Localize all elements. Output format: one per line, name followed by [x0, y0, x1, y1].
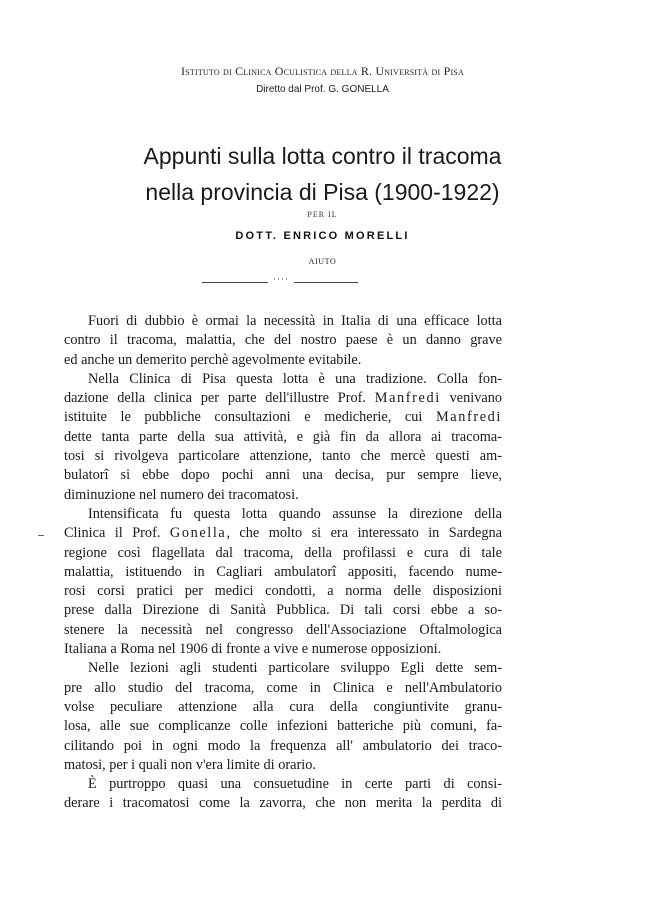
text-line: malattia, istituendo in Cagliari ambulatorî appositi, facendo nume- — [64, 563, 502, 580]
text-line: Intensificata fu questa lotta quando assunse la direzione della — [88, 505, 502, 522]
text-fragment: , che molto si era interessato in Sardegna — [226, 525, 502, 542]
text-line: prese dalla Direzione di Sanità Pubblica. Di tali corsi ebbe a so- — [64, 602, 502, 619]
text-line: Nella Clinica di Pisa questa lotta è una tradizione. Colla fon- — [88, 370, 502, 387]
person-name: Manfredi — [374, 390, 441, 407]
text-fragment: venivano — [440, 390, 502, 407]
author-role: AIUTO — [308, 257, 337, 266]
title-line-1: Appunti sulla lotta contro il tracoma — [143, 143, 502, 169]
separator-ornament: ···· — [268, 275, 294, 284]
text-line: volse peculiare attenzione alla cura della congiuntivite granu- — [64, 698, 502, 715]
text-line — [64, 389, 502, 408]
text-line: Nelle lezioni agli studenti particolare sviluppo Egli dette sem- — [88, 660, 502, 677]
text-line: losa, alle sue complicanze colle infezioni batteriche più comuni, fa- — [64, 718, 502, 735]
text-line: Italiana a Roma nel 1906 di fronte a vive e numerose opposizioni. — [64, 641, 442, 658]
text-line: Fuori di dubbio è ormai la necessità in Italia di una efficace lotta — [88, 313, 502, 329]
text-line: rosi corsi pratici per medici condotti, a norma delle disposizioni — [64, 583, 502, 600]
institute-heading: Istituto di Clinica Oculistica della R. Università di Pisa — [181, 64, 464, 78]
text-fragment: istituite le pubbliche consultazioni e medicherie, cui — [64, 409, 436, 426]
author-name: DOTT. ENRICO MORELLI — [235, 230, 410, 242]
text-line: diminuzione nel numero dei tracomatosi. — [64, 486, 299, 503]
text-line: contro il tracoma, malattia, che del nostro paese è un danno grave — [64, 332, 502, 349]
margin-mark — [38, 535, 44, 536]
text-fragment: dazione della clinica per parte dell'illustre Prof. — [64, 390, 375, 407]
byline-per: PER IL — [307, 210, 338, 219]
person-name: Gonella — [169, 525, 227, 542]
text-line: pre allo studio del tracoma, come in Clinica e nell'Ambulatorio — [64, 679, 502, 696]
text-line: regione così flagellata dal tracoma, della profilassi e cura di tale — [64, 544, 502, 561]
text-line: cilitando poi in ogni modo la frequenza all' ambulatorio dei traco- — [64, 737, 502, 754]
article-body — [64, 312, 502, 814]
text-line: stenere la necessità nel congresso dell'Associazione Oftalmologica — [64, 621, 502, 638]
article-title — [0, 138, 645, 210]
text-line: ed anche un demerito perchè agevolmente evitabile. — [64, 351, 362, 368]
text-fragment: Clinica il Prof. — [64, 525, 170, 542]
title-line-2: nella provincia di Pisa (1900-1922) — [145, 179, 500, 205]
text-line — [64, 408, 502, 427]
text-line: matosi, per i quali non v'era limite di orario. — [64, 756, 316, 773]
text-line: bulatorî si ebbe dopo pochi anni una decisa, pur sempre lieve, — [64, 467, 502, 484]
text-line: derare i tracomatosi come la zavorra, che non merita la perdita di — [64, 795, 502, 812]
text-line: dette tanta parte della sua attività, e già fin da allora ai tracoma- — [64, 428, 502, 445]
director-line: Diretto dal Prof. G. GONELLA — [256, 84, 389, 95]
person-name: Manfredi — [436, 409, 502, 426]
text-line — [64, 524, 502, 543]
text-line: tosi si rivolgeva particolare attenzione, tanto che mercè questi am- — [64, 448, 502, 465]
text-line: È purtroppo quasi una consuetudine in certe parti di consi- — [88, 776, 502, 793]
